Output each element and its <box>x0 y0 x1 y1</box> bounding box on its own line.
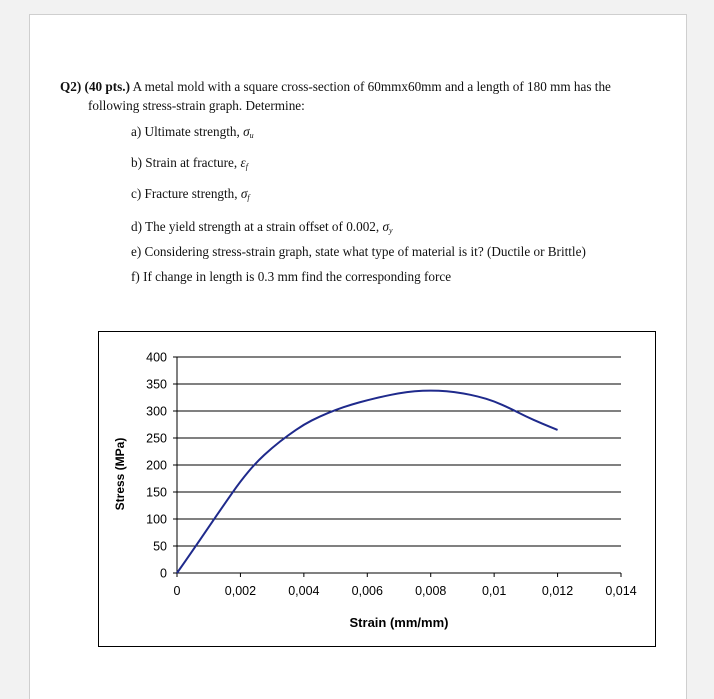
item-f-label: f) If change in length is 0.3 mm find the corresponding force <box>131 269 452 284</box>
stress-strain-chart <box>99 332 655 646</box>
x-axis-label: Strain (mm/mm) <box>349 615 449 630</box>
y-tick-label-400: 400 <box>146 350 167 365</box>
item-a-label: a) Ultimate strength, <box>131 124 240 139</box>
item-b-label: b) Strain at fracture, <box>131 155 238 170</box>
question-text-line2: following stress-strain graph. Determine: <box>88 98 305 113</box>
item-f <box>131 269 451 285</box>
item-d <box>131 219 393 235</box>
y-tick-label-100: 100 <box>146 512 167 527</box>
y-tick-label-50: 50 <box>153 539 167 554</box>
x-tick-label-0,006: 0,006 <box>351 584 383 598</box>
x-tick-label-0: 0 <box>173 584 181 598</box>
y-tick-label-250: 250 <box>146 431 167 446</box>
item-d-symbol: σ <box>382 219 389 234</box>
item-a <box>131 124 254 140</box>
question-number: Q2) <box>60 79 82 94</box>
item-a-symbol: σ <box>243 124 250 139</box>
x-tick-label-0,002: 0,002 <box>224 584 257 598</box>
x-axis-ticks <box>174 573 637 598</box>
x-tick-label-0,01: 0,01 <box>481 584 507 598</box>
chart-grid <box>177 357 621 546</box>
item-c-label: c) Fracture strength, <box>131 186 238 201</box>
item-b-sub: f <box>245 162 248 171</box>
x-tick-label-0,012: 0,012 <box>541 584 574 598</box>
item-e-label: e) Considering stress-strain graph, state what type of material is it? (Ductile or Brittle) <box>131 244 586 259</box>
y-tick-label-200: 200 <box>146 458 167 473</box>
item-c-sub: f <box>247 193 250 202</box>
item-d-label: d) The yield strength at a strain offset of 0.002, <box>131 219 380 234</box>
question-header <box>60 74 680 100</box>
item-e <box>131 244 586 260</box>
item-d-sub: y <box>389 226 393 235</box>
y-axis-label: Stress (MPa) <box>113 437 127 511</box>
question-text-line1: A metal mold with a square cross-section of 60mmx60mm and a length of 180 mm has the <box>132 79 611 94</box>
y-tick-label-150: 150 <box>146 485 167 500</box>
x-tick-label-0,008: 0,008 <box>415 584 447 598</box>
chart-frame <box>98 331 656 647</box>
y-tick-label-300: 300 <box>146 404 167 419</box>
item-c <box>131 186 250 202</box>
item-a-sub: u <box>249 131 254 140</box>
item-c-symbol: σ <box>240 186 248 201</box>
item-b-symbol: ε <box>240 155 246 170</box>
x-tick-label-0,004: 0,004 <box>288 584 320 598</box>
y-tick-label-0: 0 <box>160 566 167 581</box>
question-points: (40 pts.) <box>84 79 130 94</box>
item-b <box>131 155 248 171</box>
y-axis-ticks <box>146 351 177 581</box>
x-tick-label-0,014: 0,014 <box>605 584 637 598</box>
y-tick-label-350: 350 <box>146 377 167 392</box>
